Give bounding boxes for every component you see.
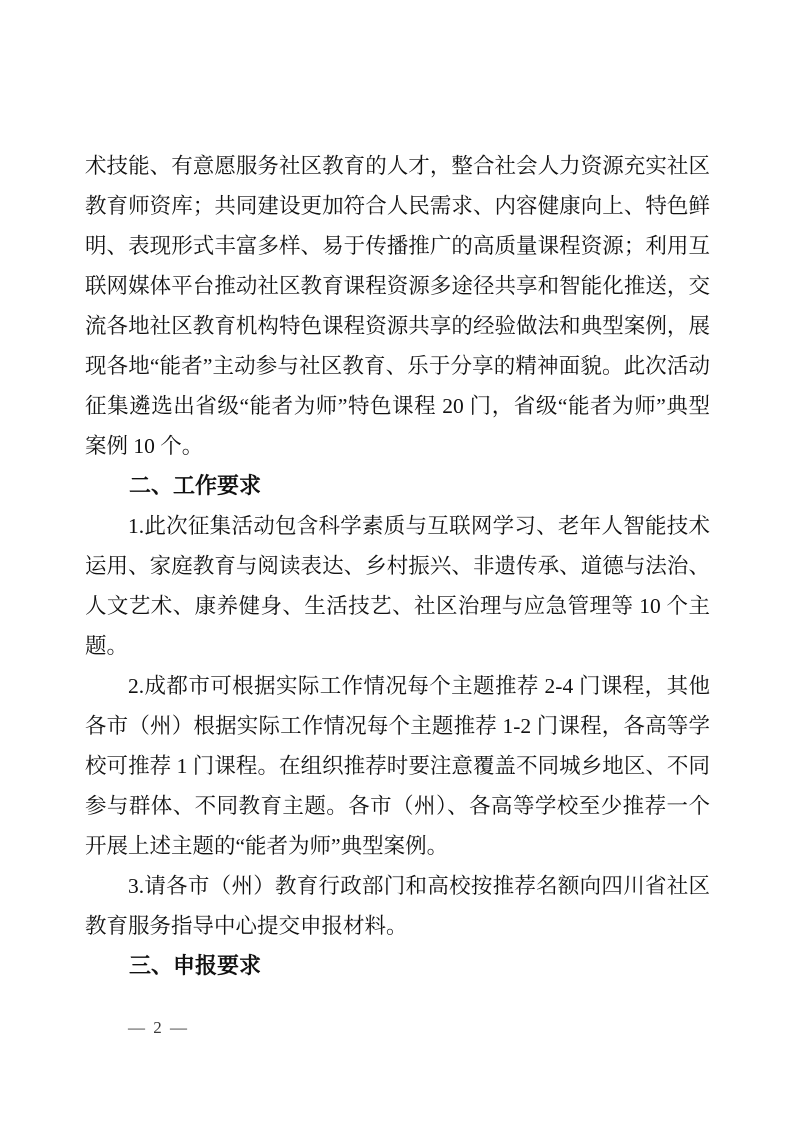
paragraph-item-3: 3.请各市（州）教育行政部门和高校按推荐名额向四川省社区教育服务指导中心提交申报材料。: [85, 874, 710, 938]
document-content: [85, 146, 710, 986]
section-heading-work-requirements: 二、工作要求: [129, 473, 262, 498]
paragraph-continuation: 术技能、有意愿服务社区教育的人才，整合社会人力资源充实社区教育师资库；共同建设更加符合人民需求、内容健康向上、特色鲜明、表现形式丰富多样、易于传播推广的高质量课程资源；利用互联网媒体平台推动社区教育课程资源多途径共享和智能化推送，交流各地社区教育机构特色课程资源共享的经验做法和典型案例，展现各地“能者”主动参与社区教育、乐于分享的精神面貌。此次活动征集遴选出省级“能者为师”特色课程 20 门，省级“能者为师”典型案例 10 个。: [85, 154, 710, 458]
paragraph-item-1: 1.此次征集活动包含科学素质与互联网学习、老年人智能技术运用、家庭教育与阅读表达、乡村振兴、非遗传承、道德与法治、人文艺术、康养健身、生活技艺、社区治理与应急管理等 10 个主题。: [85, 514, 710, 658]
page-number: — 2 —: [128, 1018, 189, 1037]
paragraph-item-2: 2.成都市可根据实际工作情况每个主题推荐 2-4 门课程，其他各市（州）根据实际工作情况每个主题推荐 1-2 门课程，各高等学校可推荐 1 门课程。在组织推荐时要注意覆盖不同城乡地区、不同参与群体、不同教育主题。各市（州）、各高等学校至少推荐一个开展上述主题的“能者为师”典型案例。: [85, 674, 710, 858]
section-heading-application-requirements: 三、申报要求: [129, 953, 262, 978]
